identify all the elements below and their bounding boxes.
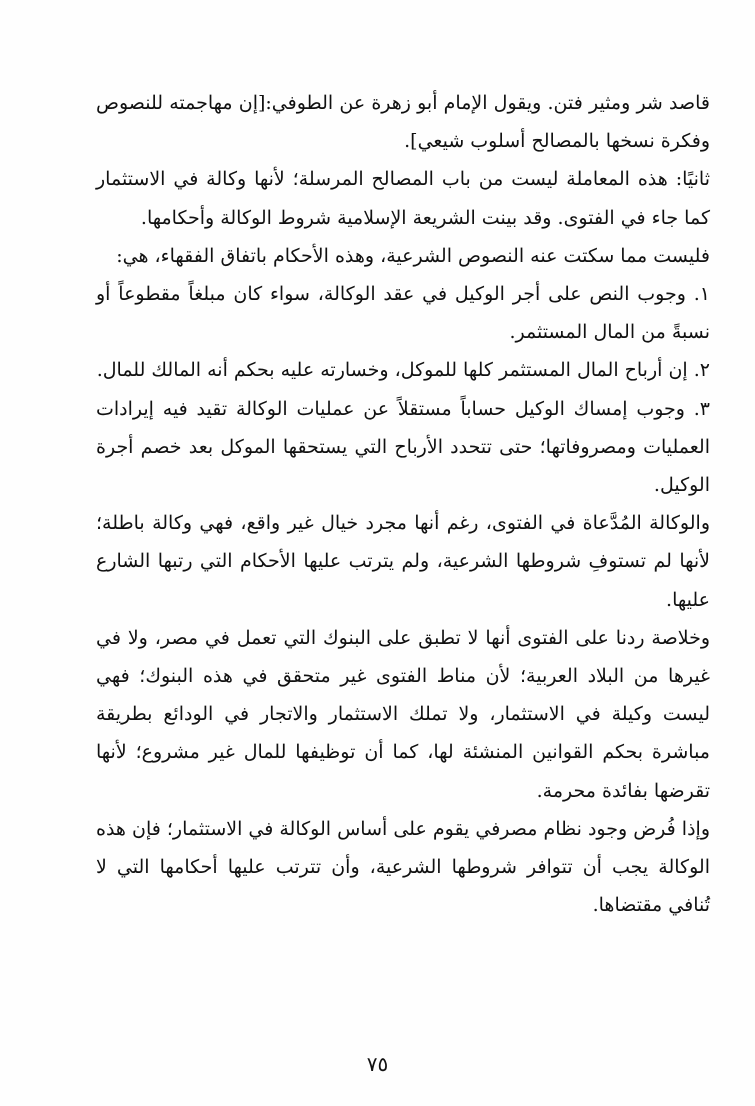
paragraph-5: وخلاصة ردنا على الفتوى أنها لا تطبق على البنوك التي تعمل في مصر، ولا في غيرها من البلاد العربية؛ لأن مناط الفتوى غير متحقق في هذه البنوك؛ فهي ليست وكيلة في الاستثمار، ولا تملك الاستثمار والاتجار في الودائع بطريقة مباشرة بحكم القوانين المنشئة لها، كما أن توظيفها للمال غير مشروع؛ لأنها تقرضها بفائدة محرمة. xyxy=(96,626,710,802)
paragraph-2: ثانيًا: هذه المعاملة ليست من باب المصالح المرسلة؛ لأنها وكالة في الاستثمار كما جاء في الفتوى. وقد بينت الشريعة الإسلامية شروط الوكالة وأحكامها. xyxy=(96,168,710,229)
paragraph-3: فليست مما سكتت عنه النصوص الشرعية، وهذه الأحكام باتفاق الفقهاء، هي: xyxy=(116,244,710,267)
body-text xyxy=(96,84,710,924)
paragraph-1: قاصد شر ومثير فتن. ويقول الإمام أبو زهرة عن الطوفي:[إن مهاجمته للنصوص وفكرة نسخها بالمصالح أسلوب شيعي]. xyxy=(96,92,710,153)
list-item-3: ٣. وجوب إمساك الوكيل حساباً مستقلاً عن عمليات الوكالة تقيد فيه إيرادات العمليات ومصروفاتها؛ حتى تتحدد الأرباح التي يستحقها الموكل بعد خصم أجرة الوكيل. xyxy=(96,397,710,497)
page-number: ٧٥ xyxy=(366,1052,389,1076)
list-item-1: ١. وجوب النص على أجر الوكيل في عقد الوكالة، سواء كان مبلغاً مقطوعاً أو نسبةً من المال المستثمر. xyxy=(96,283,710,344)
list-item-2: ٢. إن أرباح المال المستثمر كلها للموكل، وخسارته عليه بحكم أنه المالك للمال. xyxy=(96,359,710,382)
paragraph-6: وإذا فُرض وجود نظام مصرفي يقوم على أساس الوكالة في الاستثمار؛ فإن هذه الوكالة يجب أن تتوافر شروطها الشرعية، وأن تترتب عليها أحكامها التي لا تُنافي مقتضاها. xyxy=(96,817,710,917)
paragraph-4: والوكالة المُدَّعاة في الفتوى، رغم أنها مجرد خيال غير واقع، فهي وكالة باطلة؛ لأنها لم تستوفِ شروطها الشرعية، ولم يترتب عليها الأحكام التي رتبها الشارع عليها. xyxy=(96,512,710,611)
